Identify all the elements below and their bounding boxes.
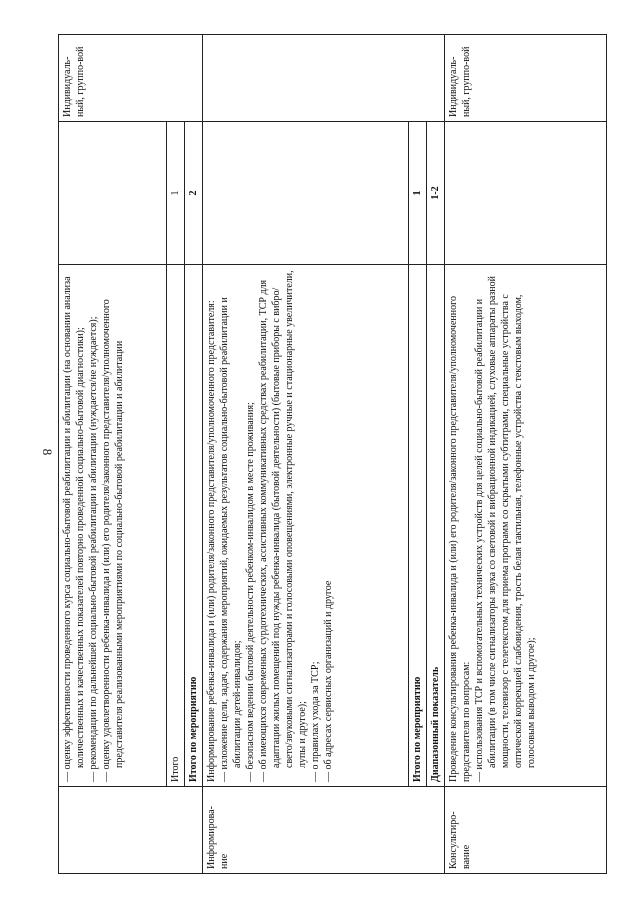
list-item: — об имеющихся современных сурдотехнических, ассистивных коммуникативных средствах реабилитации, ТСР для адаптации жилых помещений под нужды ребенка-инвалида (бытовой деятельности) (бытовые приборы с вибро/свето/звуковыми сигнализаторами и голосовыми оповещениями, электронные ручные и стационарные увеличители, лупы и другое); (257, 269, 309, 782)
total-label: Итого (167, 265, 185, 787)
content-cell (203, 265, 409, 787)
total-event-label: Итого по мероприятию (185, 265, 203, 787)
total-value: 1 (167, 122, 185, 265)
volume-cell (59, 122, 167, 265)
landscape-table-wrapper (58, 34, 598, 874)
form-cell: Индивидуаль-ный, группо-вой (445, 35, 607, 122)
event-name-cell (59, 787, 203, 874)
list-item: — изложение цели, задач, содержания мероприятий, ожидаемых результатов социально-бытовой реабилитации и абилитации детей-инвалидов; (218, 269, 244, 782)
total-event-value: 1 (409, 122, 427, 265)
table-row (167, 35, 185, 874)
intro-text: Проведение консультирования ребенка-инвалида и (или) его родителя/законного представителя/уполномоченного представителя по вопросам: (448, 296, 472, 782)
table-row (59, 35, 167, 874)
rotated-page (58, 34, 598, 874)
range-value: 1-2 (427, 122, 445, 265)
event-name-cell: Консультиро-вание (445, 787, 607, 874)
page-number: 8 (40, 448, 55, 456)
table-row (409, 35, 427, 874)
list-item: — использования ТСР и вспомогательных технических устройств для целей социально-бытовой реабилитации и абилитации (в том числе сигнализаторы звука со световой и вибрационной индикацией, слуховые аппараты разной мощности, телевизор с телетекстом для приема программ со скрытыми субтитрами, специальные устройства с оптической коррекцией слабовидения, трость белая тактильная, телефонные устройства с текстовым выходом, голосовым выводом и другое); (473, 269, 538, 782)
list-item: — оценку удовлетворенности ребенка-инвалида и (или) его родителя/законного представителя/уполномоченного представителя реализованными мероприятиями по социально-бытовой реабилитации и абилитации (100, 269, 126, 782)
table-row (445, 35, 607, 874)
list-item: — оценку эффективности проведенного курса социально-бытовой реабилитации и абилитации (на основании анализа количественных и качественных показателей повторно проведенной социально-бытовой диагностики); (61, 269, 87, 782)
volume-cell (445, 122, 607, 265)
rehabilitation-table (58, 34, 607, 874)
form-cell (203, 35, 445, 122)
content-cell (59, 265, 167, 787)
total-event-label: Итого по мероприятию (409, 265, 427, 787)
list-item: — о правилах ухода за ТСР; (309, 269, 322, 782)
content-cell (445, 265, 607, 787)
table-row (427, 35, 445, 874)
list-item: — рекомендации по дальнейшей социально-бытовой реабилитации и абилитации (нуждается/не нуждается); (87, 269, 100, 782)
intro-text: Информирование ребенка-инвалида и (или) родителя/законного представителя/уполномоченного представителя: (206, 300, 217, 782)
form-cell: Индивидуаль-ный, группо-вой (59, 35, 203, 122)
volume-cell (203, 122, 409, 265)
table-row (185, 35, 203, 874)
list-item: — безопасном ведении бытовой деятельности ребенком-инвалидом в месте проживания; (244, 269, 257, 782)
range-label: Диапазонный показатель (427, 265, 445, 787)
table-row (203, 35, 409, 874)
event-name-cell: Информирова-ние (203, 787, 445, 874)
list-item: — об адресах сервисных организаций и другое (322, 269, 335, 782)
total-event-value: 2 (185, 122, 203, 265)
